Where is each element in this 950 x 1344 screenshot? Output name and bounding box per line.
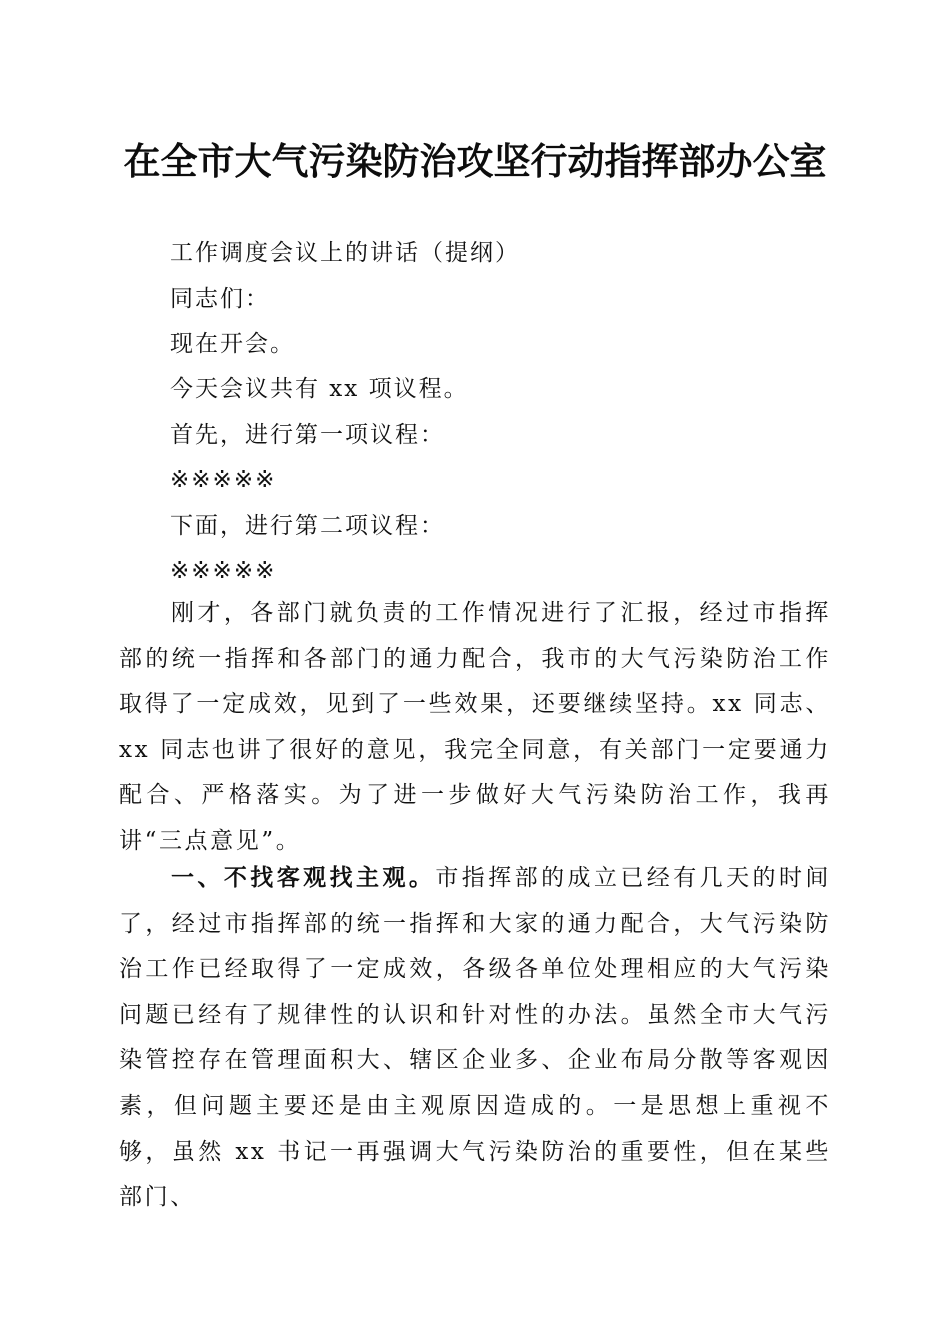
placeholder-line-2: ※※※※※: [170, 558, 277, 584]
placeholder-line-1: ※※※※※: [170, 467, 277, 493]
salutation-line: 同志们：: [170, 286, 270, 312]
opening-line: 现在开会。: [170, 331, 295, 357]
subtitle-line: 工作调度会议上的讲话（提纲）: [170, 240, 520, 266]
point-one-text: 市指挥部的成立已经有几天的时间了，经过市指挥部的统一指挥和大家的通力配合，大气污染防治工作已经取得了一定成效，各级各单位处理相应的大气污染问题已经有了规律性的认识和针对性的办法。虽然全市大气污染管控存在管理面积大、辖区企业多、企业布局分散等客观因素，但问题主要还是由主观原因造成的。一是思想上重视不够，虽然 xx 书记一再强调大气污染防治的重要性，但在某些部门、: [119, 865, 832, 1211]
point-one-paragraph: [119, 855, 831, 1221]
document-title: 在全市大气污染防治攻坚行动指挥部办公室: [123, 139, 827, 183]
summary-paragraph: 刚才，各部门就负责的工作情况进行了汇报，经过市指挥部的统一指挥和各部门的通力配合，我市的大气污染防治工作取得了一定成效，见到了一些效果，还要继续坚持。xx 同志、xx 同志也讲了很好的意见，我完全同意，有关部门一定要通力配合、严格落实。为了进一步做好大气污染防治工作，我再讲“三点意见”。: [119, 600, 831, 854]
agenda-item-2-line: 下面，进行第二项议程：: [170, 513, 445, 539]
agenda-count-line: 今天会议共有 xx 项议程。: [170, 376, 469, 402]
point-one-heading: 一、不找客观找主观。: [171, 864, 436, 891]
agenda-item-1-line: 首先，进行第一项议程：: [170, 422, 445, 448]
